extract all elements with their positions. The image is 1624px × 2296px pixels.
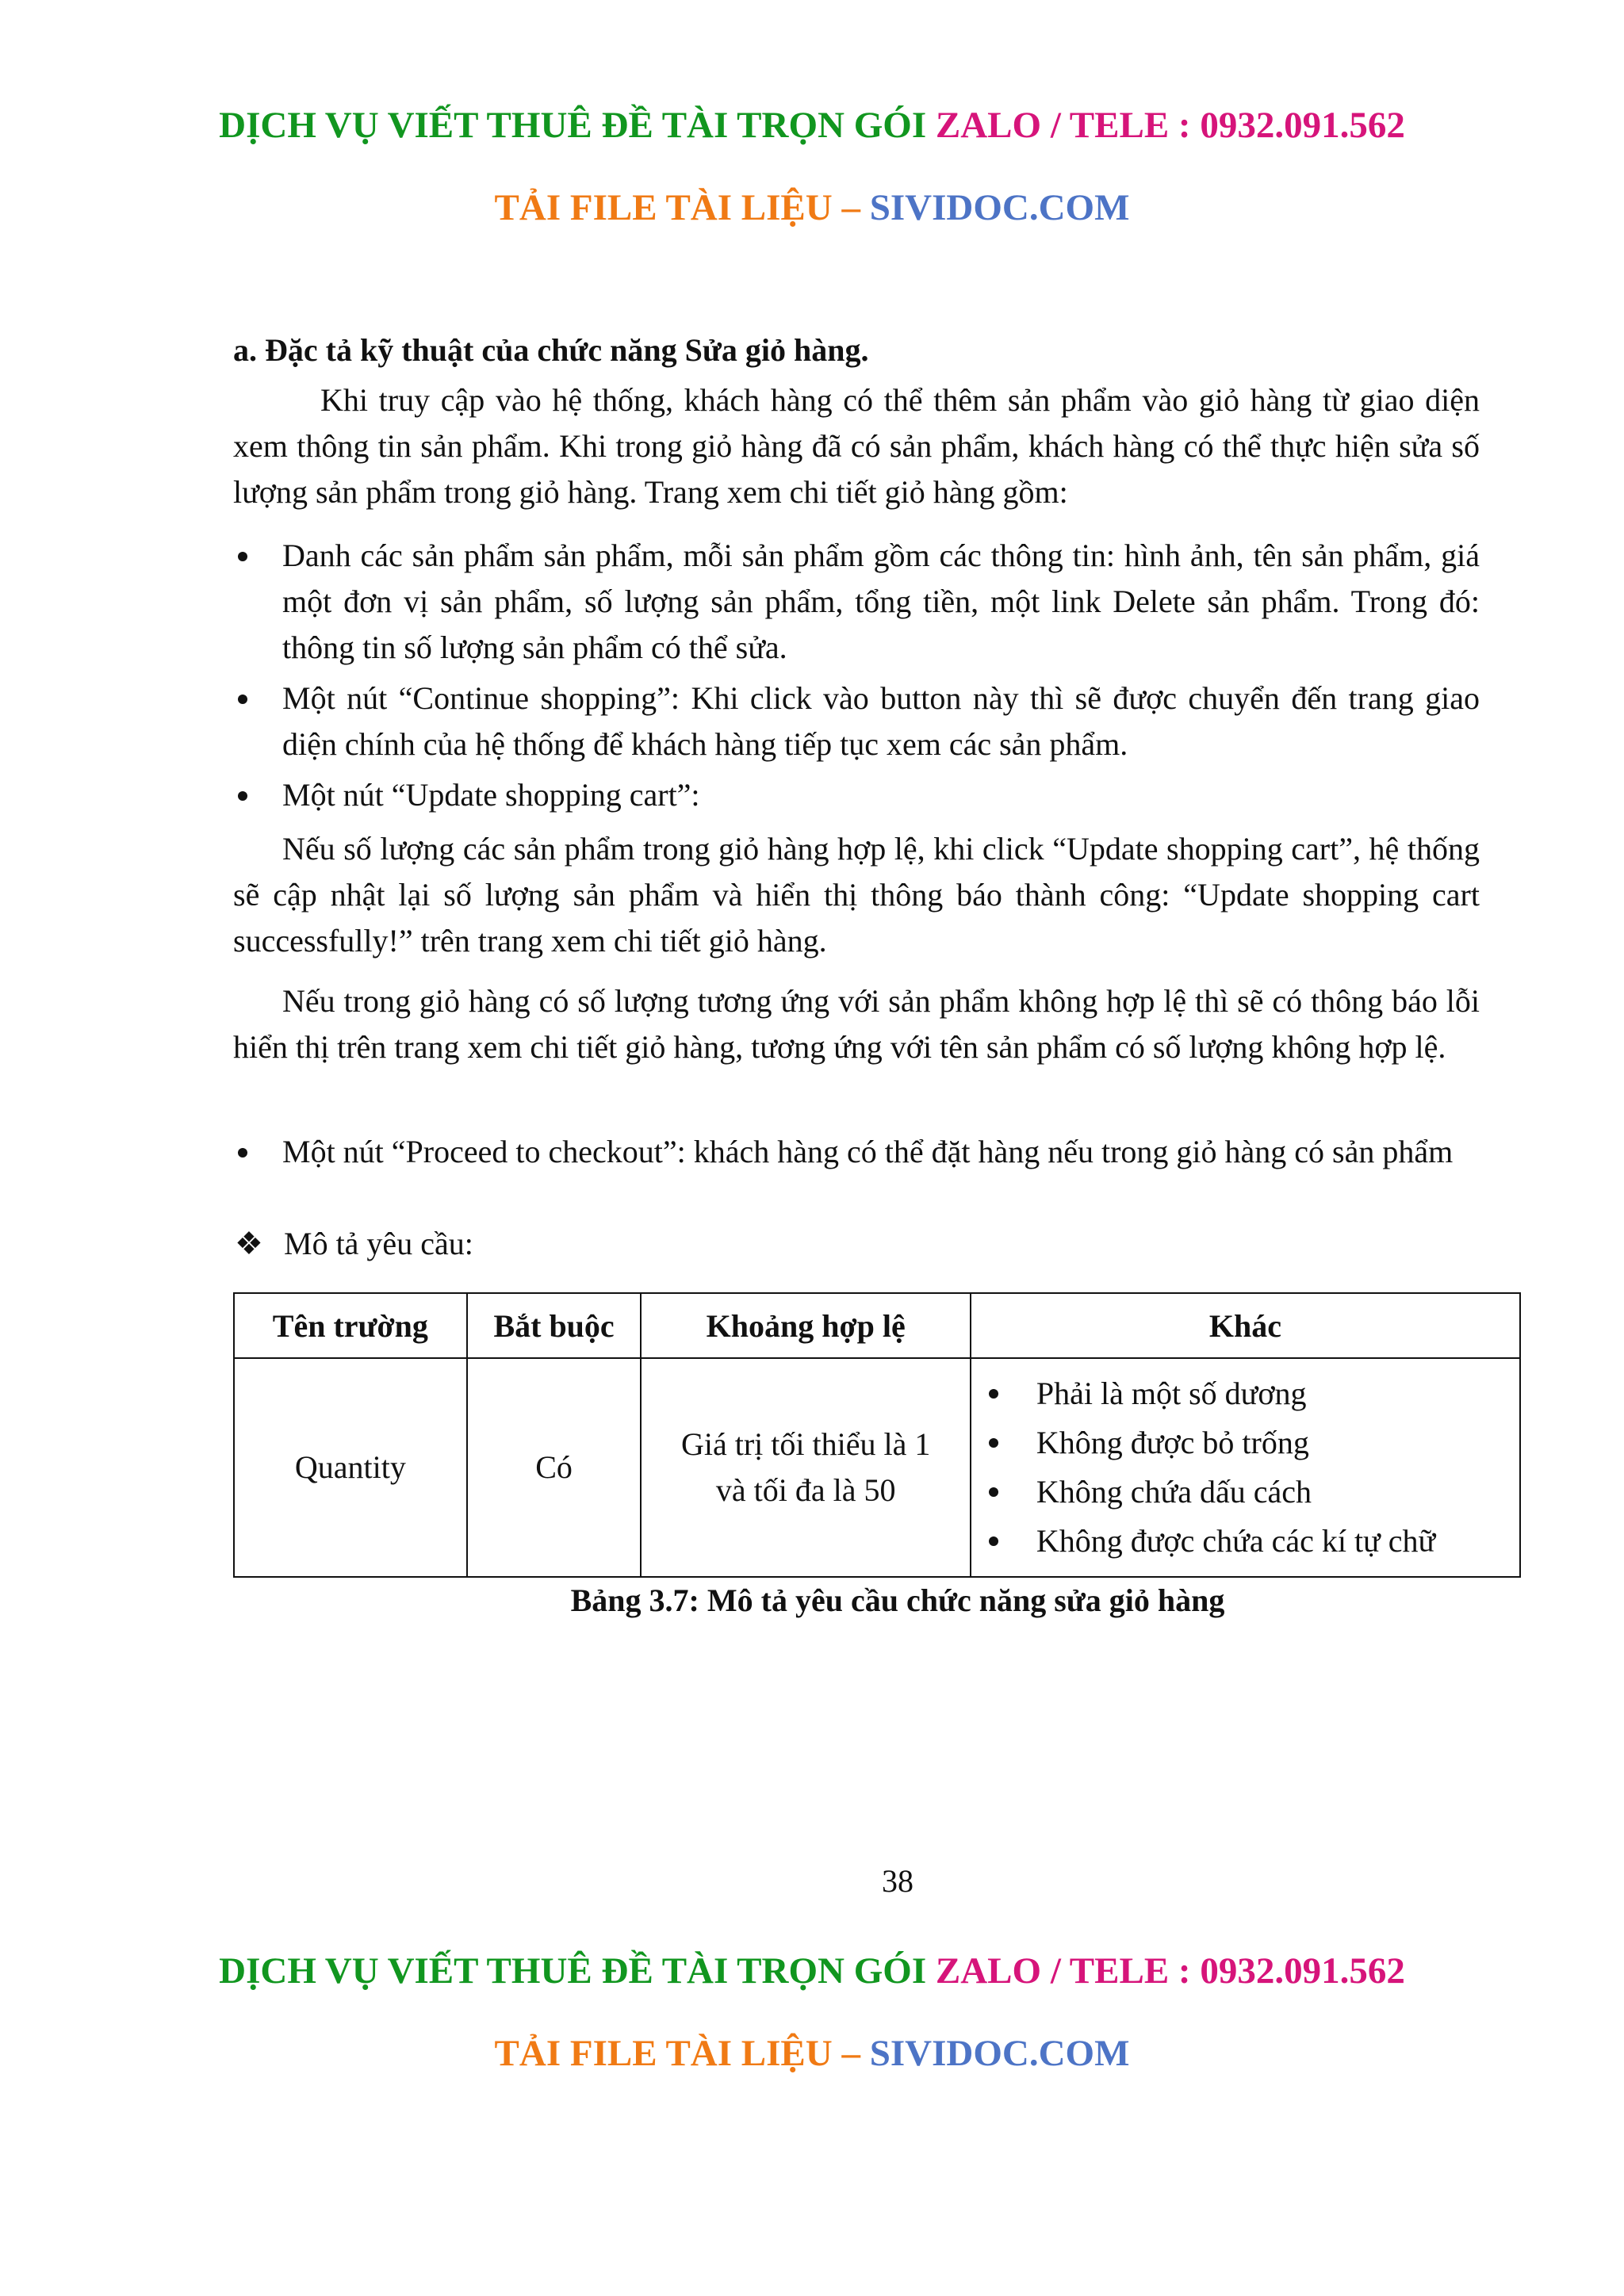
list-item: Không được chứa các kí tự chữ [987, 1517, 1519, 1566]
banner-download-text: TẢI FILE TÀI LIỆU – [494, 187, 870, 228]
other-constraints-list [971, 1369, 1519, 1566]
diamond-bullet-icon: ❖ [235, 1226, 263, 1261]
cell-range: Giá trị tối thiểu là 1 và tối đa là 50 [641, 1358, 970, 1577]
header-other: Khác [971, 1293, 1520, 1358]
intro-paragraph: Khi truy cập vào hệ thống, khách hàng có thể thêm sản phẩm vào giỏ hàng từ giao diện xem thông tin sản phẩm. Khi trong giỏ hàng đã có sản phẩm, khách hàng có thể thực hiện sửa số lượng sản phẩm trong giỏ hàng. Trang xem chi tiết giỏ hàng gồm: [233, 382, 1480, 510]
cell-field: Quantity [234, 1358, 467, 1577]
bottom-banner-line1 [0, 1947, 1624, 1995]
banner-contact-text: ZALO / TELE : 0932.091.562 [935, 105, 1405, 146]
banner-site-link[interactable]: SIVIDOC.COM [869, 2033, 1130, 2074]
list-item: Không chứa dấu cách [987, 1468, 1519, 1517]
table-row [234, 1358, 1520, 1577]
list-item: Không được bỏ trống [987, 1418, 1519, 1468]
requirements-table [233, 1292, 1521, 1578]
cell-other [971, 1358, 1520, 1577]
header-required: Bắt buộc [467, 1293, 642, 1358]
bullet-product-list: Danh các sản phẩm sản phẩm, mỗi sản phẩm gồm các thông tin: hình ảnh, tên sản phẩm, giá một đơn vị sản phẩm, số lượng sản phẩm, tổng tiền, một link Delete sản phẩm. Trong đó: thông tin số lượng sản phẩm có thể sửa. [282, 538, 1480, 665]
header-field-name: Tên trường [234, 1293, 467, 1358]
bullet-continue-shopping: Một nút “Continue shopping”: Khi click vào button này thì sẽ được chuyển đến trang giao diện chính của hệ thống để khách hàng tiếp tục xem các sản phẩm. [282, 680, 1480, 762]
table-header-row [234, 1293, 1520, 1358]
banner-service-text: DỊCH VỤ VIẾT THUÊ ĐỀ TÀI TRỌN GÓI [219, 105, 936, 146]
banner-site-link[interactable]: SIVIDOC.COM [869, 187, 1130, 228]
update-success-paragraph: Nếu số lượng các sản phẩm trong giỏ hàng hợp lệ, khi click “Update shopping cart”, hệ thống sẽ cập nhật lại số lượng sản phẩm và hiển thị thông báo thành công: “Update shopping cart successfully!” trên trang xem chi tiết giỏ hàng. [233, 831, 1480, 959]
cell-required: Có [467, 1358, 642, 1577]
top-banner-line1 [0, 101, 1624, 149]
bullet-update-cart: Một nút “Update shopping cart”: [282, 777, 700, 813]
list-item: Phải là một số dương [987, 1369, 1519, 1418]
bottom-banner-line2 [0, 2030, 1624, 2077]
requirements-label: ❖ Mô tả yêu cầu: [235, 1221, 473, 1267]
update-error-paragraph: Nếu trong giỏ hàng có số lượng tương ứng với sản phẩm không hợp lệ thì sẽ có thông báo lỗi hiển thị trên trang xem chi tiết giỏ hàng, tương ứng với tên sản phẩm có số lượng không hợp lệ. [233, 983, 1480, 1065]
banner-service-text: DỊCH VỤ VIẾT THUÊ ĐỀ TÀI TRỌN GÓI [219, 1950, 936, 1992]
section-heading: a. Đặc tả kỹ thuật của chức năng Sửa giỏ hàng. [233, 332, 869, 368]
top-banner-line2 [0, 184, 1624, 232]
page-number: 38 [882, 1863, 914, 1899]
bullet-proceed-checkout: Một nút “Proceed to checkout”: khách hàng có thể đặt hàng nếu trong giỏ hàng có sản phẩm [282, 1134, 1454, 1169]
banner-contact-text: ZALO / TELE : 0932.091.562 [935, 1950, 1405, 1992]
banner-download-text: TẢI FILE TÀI LIỆU – [494, 2033, 870, 2074]
header-valid-range: Khoảng hợp lệ [641, 1293, 970, 1358]
table-caption: Bảng 3.7: Mô tả yêu cầu chức năng sửa giỏ hàng [570, 1582, 1225, 1618]
